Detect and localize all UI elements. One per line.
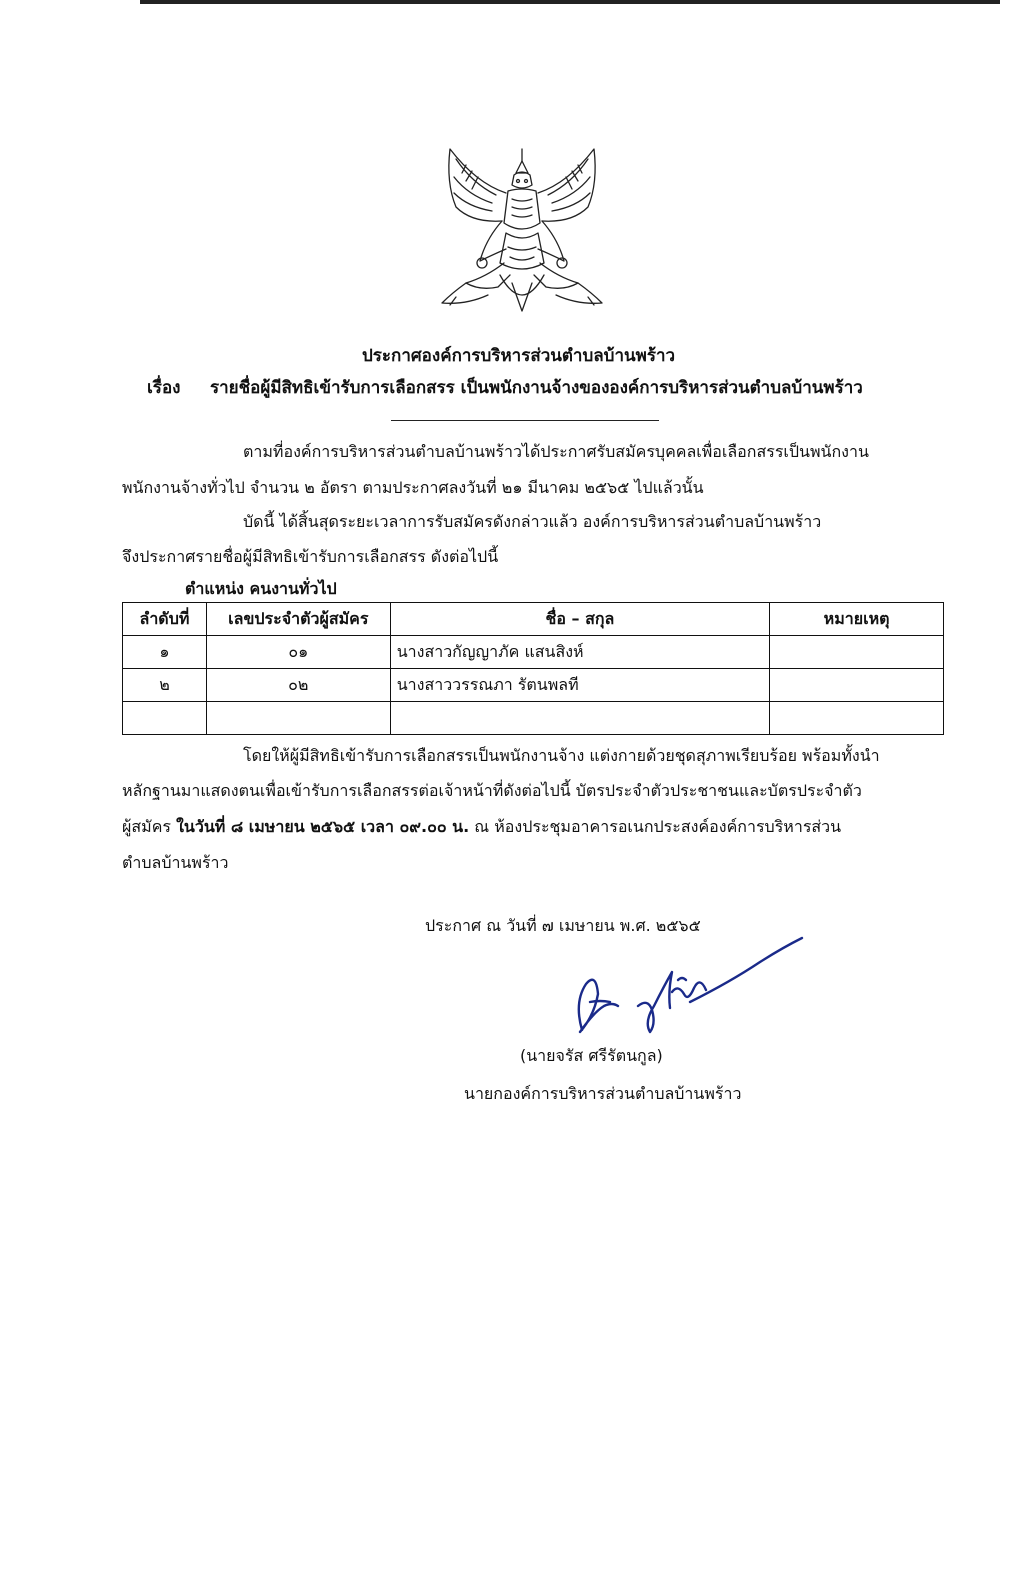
header-applicant-id: เลขประจำตัวผู้สมัคร bbox=[206, 603, 390, 636]
handwritten-signature-icon bbox=[560, 932, 810, 1040]
garuda-emblem-icon bbox=[436, 143, 608, 321]
closing-line-3-start: ผู้สมัคร bbox=[122, 817, 177, 836]
signatory-title: นายกองค์การบริหารส่วนตำบลบ้านพร้าว bbox=[464, 1084, 742, 1103]
closing-line-3 bbox=[122, 816, 841, 838]
subject-label: เรื่อง bbox=[147, 378, 181, 398]
paragraph-1-line-2: พนักงานจ้างทั่วไป จำนวน ๒ อัตรา ตามประกาศลงวันที่ ๒๑ มีนาคม ๒๕๖๕ ไปแล้วนั้น bbox=[122, 478, 704, 497]
cell-remark bbox=[770, 669, 944, 702]
paragraph-2-line-1: บัดนี้ ได้สิ้นสุดระยะเวลาการรับสมัครดังกล่าวแล้ว องค์การบริหารส่วนตำบลบ้านพร้าว bbox=[243, 512, 822, 531]
cell-remark bbox=[770, 702, 944, 735]
cell-full-name: นางสาววรรณภา รัตนพลที bbox=[390, 669, 769, 702]
cell-order bbox=[123, 702, 207, 735]
applicants-table bbox=[122, 602, 944, 735]
table-row bbox=[123, 636, 944, 669]
cell-order: ๒ bbox=[123, 669, 207, 702]
announcement-date: ประกาศ ณ วันที่ ๗ เมษายน พ.ศ. ๒๕๖๕ bbox=[425, 916, 701, 935]
cell-remark bbox=[770, 636, 944, 669]
header-divider bbox=[391, 420, 659, 421]
cell-full-name: นางสาวกัญญาภัค แสนสิงห์ bbox=[390, 636, 769, 669]
scan-edge-line bbox=[140, 0, 1000, 4]
cell-full-name bbox=[390, 702, 769, 735]
paragraph-2-line-2: จึงประกาศรายชื่อผู้มีสิทธิเข้ารับการเลือกสรร ดังต่อไปนี้ bbox=[122, 547, 499, 566]
closing-line-4: ตำบลบ้านพร้าว bbox=[122, 853, 229, 872]
table-header-row bbox=[123, 603, 944, 636]
announcement-title: ประกาศองค์การบริหารส่วนตำบลบ้านพร้าว bbox=[362, 346, 676, 366]
cell-order: ๑ bbox=[123, 636, 207, 669]
closing-line-3-end: ณ ห้องประชุมอาคารอเนกประสงค์องค์การบริหารส่วน bbox=[469, 817, 842, 836]
cell-applicant-id: ๐๒ bbox=[206, 669, 390, 702]
exam-date-time: ในวันที่ ๘ เมษายน ๒๕๖๕ เวลา ๐๙.๐๐ น. bbox=[176, 817, 470, 836]
paragraph-1-line-1: ตามที่องค์การบริหารส่วนตำบลบ้านพร้าวได้ประกาศรับสมัครบุคคลเพื่อเลือกสรรเป็นพนักงาน bbox=[243, 442, 869, 461]
subject-text: รายชื่อผู้มีสิทธิเข้ารับการเลือกสรร เป็นพนักงานจ้างขององค์การบริหารส่วนตำบลบ้านพร้าว bbox=[210, 378, 863, 398]
cell-applicant-id bbox=[206, 702, 390, 735]
position-label: ตำแหน่ง คนงานทั่วไป bbox=[185, 579, 337, 598]
cell-applicant-id: ๐๑ bbox=[206, 636, 390, 669]
header-remark: หมายเหตุ bbox=[770, 603, 944, 636]
header-order: ลำดับที่ bbox=[123, 603, 207, 636]
signatory-name: (นายจรัส ศรีรัตนกูล) bbox=[520, 1046, 663, 1065]
table-row bbox=[123, 669, 944, 702]
header-full-name: ชื่อ – สกุล bbox=[390, 603, 769, 636]
closing-line-1: โดยให้ผู้มีสิทธิเข้ารับการเลือกสรรเป็นพนักงานจ้าง แต่งกายด้วยชุดสุภาพเรียบร้อย พร้อมทั้งนำ bbox=[243, 746, 880, 765]
closing-line-2: หลักฐานมาแสดงตนเพื่อเข้ารับการเลือกสรรต่อเจ้าหน้าที่ดังต่อไปนี้ บัตรประจำตัวประชาชนและบัตรประจำตัว bbox=[122, 781, 862, 800]
table-row bbox=[123, 702, 944, 735]
